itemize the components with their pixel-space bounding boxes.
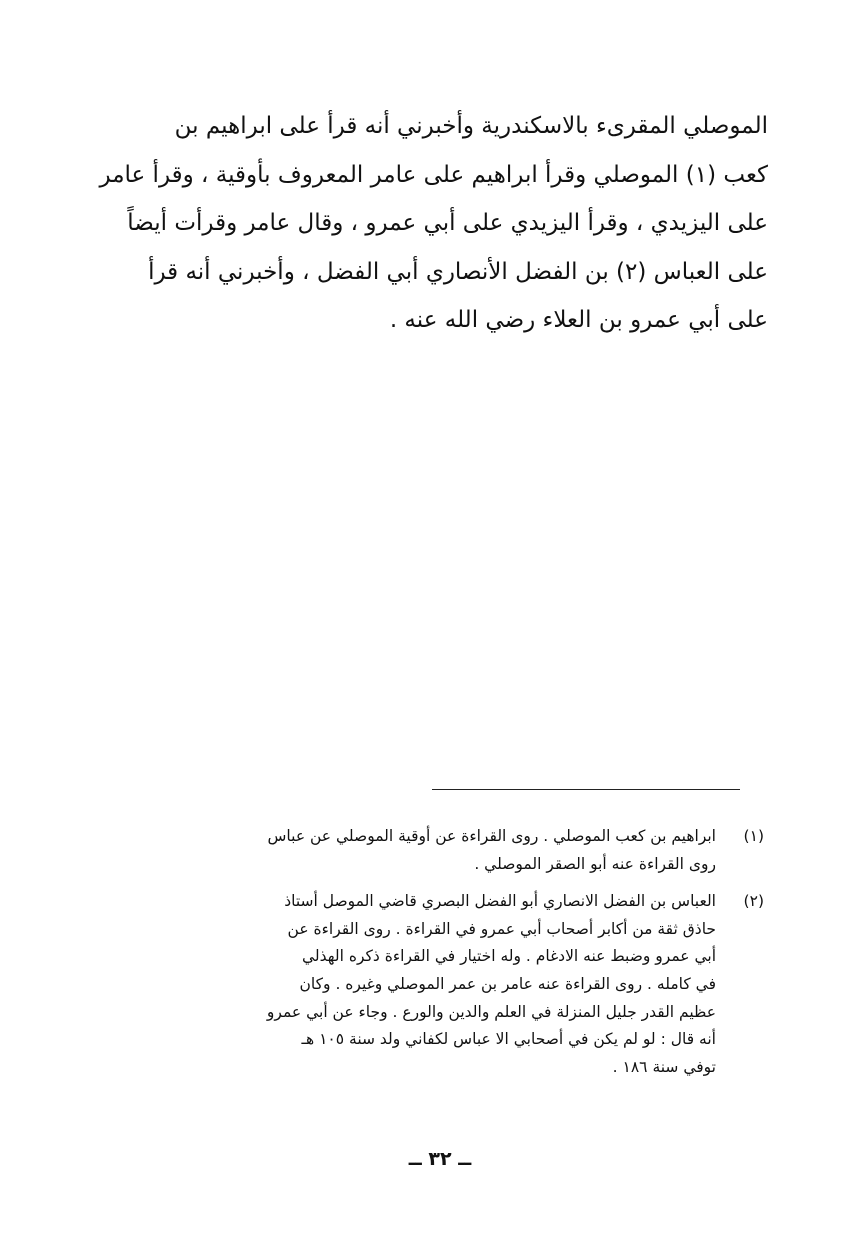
footnote-line: أبي عمرو وضبط عنه الادغام . وله اختيار في القراءة ذكره الهذلي xyxy=(302,947,716,966)
footnote-line: حاذق ثقة من أكابر أصحاب أبي عمرو في القراءة . روى القراءة عن xyxy=(287,919,716,938)
footnote-line: في كامله . روى القراءة عنه عامر بن عمر الموصلي وغيره . وكان xyxy=(299,974,716,993)
main-text-line: على العباس (٢) بن الفضل الأنصاري أبي الفضل ، وأخبرني أنه قرأ xyxy=(148,258,768,285)
main-text-line: على اليزيدي ، وقرأ اليزيدي على أبي عمرو ، وقال عامر وقرأت أيضاً xyxy=(127,210,768,236)
footnote-divider xyxy=(432,789,740,790)
main-text-line: كعب (١) الموصلي وقرأ ابراهيم على عامر المعروف بأوقية ، وقرأ عامر xyxy=(99,161,768,188)
main-text-body xyxy=(99,102,768,345)
footnote-line: روى القراءة عنه أبو الصقر الموصلي . xyxy=(474,854,716,873)
footnotes-section xyxy=(106,823,764,1091)
footnote-line: عظيم القدر جليل المنزلة في العلم والدين والورع . وجاء عن أبي عمرو xyxy=(266,1002,716,1021)
page-number: ــ ٣٢ ــ xyxy=(408,1148,472,1170)
footnote-1 xyxy=(106,823,764,878)
footnote-line: توفي سنة ١٨٦ . xyxy=(612,1057,716,1076)
footnote-line: العباس بن الفضل الانصاري أبو الفضل البصري قاضي الموصل أستاذ xyxy=(284,892,716,911)
footnote-number: (١) xyxy=(743,827,764,845)
footnote-2 xyxy=(106,888,764,1081)
main-text-line: الموصلي المقرىء بالاسكندرية وأخبرني أنه قرأ على ابراهيم بن xyxy=(174,113,768,139)
footnote-number: (٢) xyxy=(743,892,764,911)
footnote-line: ابراهيم بن كعب الموصلي . روى القراءة عن أوقية الموصلي عن عباس xyxy=(267,827,716,845)
footnote-line: أنه قال : لو لم يكن في أصحابي الا عباس لكفاني ولد سنة ١٠٥ هـ xyxy=(301,1030,716,1049)
main-text-line: على أبي عمرو بن العلاء رضي الله عنه . xyxy=(389,307,768,333)
